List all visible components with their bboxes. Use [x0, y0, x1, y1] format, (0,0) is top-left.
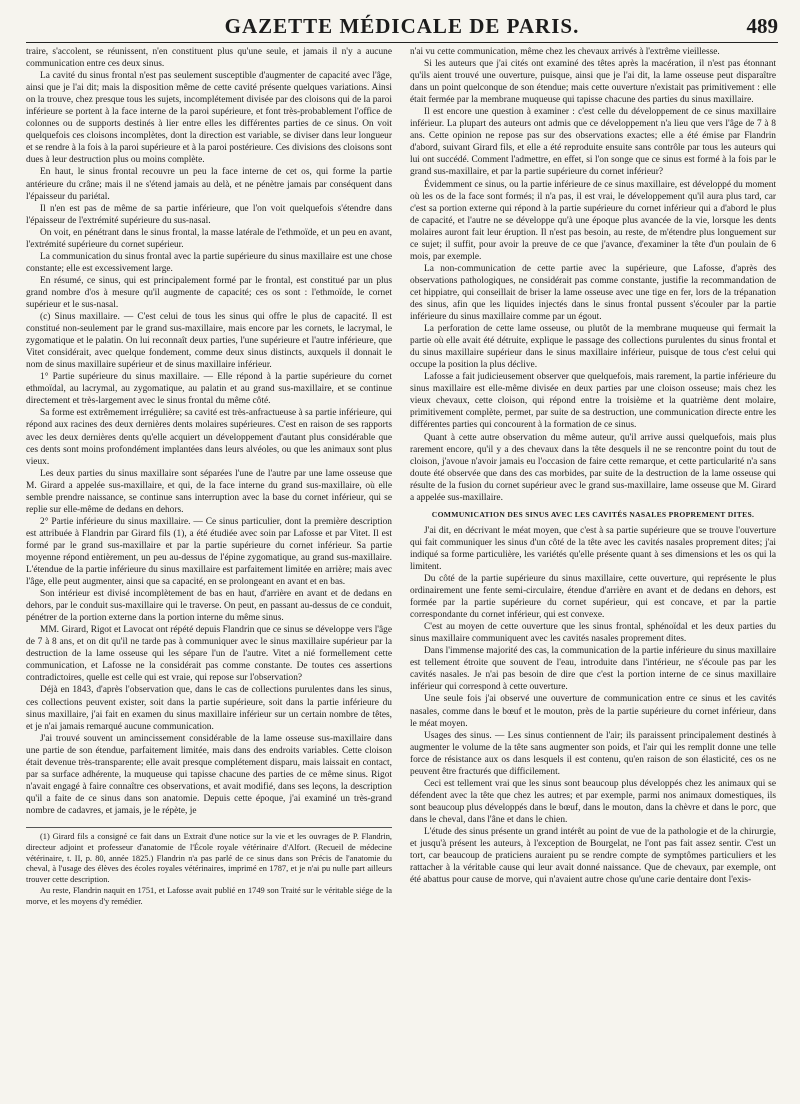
paragraph: J'ai trouvé souvent un amincissement considérable de la lame osseuse sus-maxillaire dans une partie de son étendue, parfaitement limitée, mais dans des endroits variables. Cette cloison était devenue très-transparente; elle avait presque complétement disparu, mais laissait en contact, par sa surface adhérente, la muqueuse qui tapisse chacune des parties de ce même sinus. Rigot n'avait engagé à faire connaître ces observations, et avait modifié, dans ses leçons, la description qu'il a faite de ce sinus dans son anatomie. Depuis cette époque, j'ai examiné un très-grand nombre de cadavres, et jamais, je le répète, je — [26, 733, 392, 816]
paragraph: traire, s'accolent, se réunissent, n'en constituent plus qu'une seule, et jamais il n'y a aucune communication entre ces deux sinus. — [26, 47, 392, 70]
paragraph: L'étude des sinus présente un grand intérêt au point de vue de la pathologie et de la chirurgie, et jusqu'à présent les auteurs, à l'exception de Bourgelat, ne l'ont pas fait assez sentir. C'est un tort, car beaucoup de praticiens auraient pu se rendre compte de symptômes particuliers et les rattacher à la véritable cause qui leur avait donné naissance. Que de chevaux, par exemple, ont été abattus pour cause de morve, qui n'avaient autre chose qu'une carie dentaire dont l'exis- — [410, 827, 776, 886]
paragraph: Usages des sinus. — Les sinus contiennent de l'air; ils paraissent principalement destinés à augmenter le volume de la tête sans augmenter son poids, et l'air qui les remplit donne une telle force de résistance aux os dans lesquels il est contenu, qu'en raison de son élasticité, ces os ne peuvent être fracturés que difficilement. — [410, 730, 776, 777]
paragraph: En résumé, ce sinus, qui est principalement formé par le frontal, est constitué par un plus grand nombre d'os à mesure qu'il augmente de capacité; ces os sont : l'ethmoïde, le cornet supérieur et le sus-nasal. — [26, 275, 392, 310]
paragraph: La non-communication de cette partie avec la supérieure, que Lafosse, d'après des observations pathologiques, ne considérait pas comme constante, justifie la recommandation de cet hippiatre, qui conseillait de briser la lame osseuse avec une tige en fer, lors de la trépanation des sinus, afin que les liquides injectés dans le sinus frontal pussent s'écouler par la partie inférieure du sinus maxillaire comme par un égout. — [410, 263, 776, 323]
paragraph: Une seule fois j'ai observé une ouverture de communication entre ce sinus et les cavités nasales, comme dans le bœuf et le mouton, près de la partie supérieure du cornet inférieur, dans le méat moyen. — [410, 694, 776, 729]
paragraph: Si les auteurs que j'ai cités ont examiné des têtes après la macération, il n'est pas étonnant qu'ils aient trouvé une ouverture, puisque, ainsi que je l'ai dit, la lame osseuse peut disparaître dans un point quelconque de son étendue; mais cette ouverture n'existait pas primitivement : elle était fermée par la membrane muqueuse qui tapisse chacune des parties du sinus maxillaire. — [410, 59, 776, 106]
paragraph: 2° Partie inférieure du sinus maxillaire. — Ce sinus particulier, dont la première description est attribuée à Flandrin par Girard fils (1), a été étudiée avec soin par Lafosse et par Vitet. Il est formé par le grand sus-maxillaire et par la partie supérieure du cornet inférieur. Sa partie moyenne répond entièrement, un peu au-dessus de l'épine zygomatique, au grand sus-maxillaire. L'étendue de la partie inférieure du sinus maxillaire est parfaitement limitée en arrière; mais avec l'âge, elle peut augmenter, ainsi que sa capacité, en se prolongeant en avant et en bas. — [26, 516, 392, 588]
paragraph: Déjà en 1843, d'après l'observation que, dans le cas de collections purulentes dans les sinus, ces collections peuvent exister, soit dans la partie supérieure, soit dans la partie inférieure du sinus maxillaire, j'ai fait en examen du sinus maxillaire inférieur sur un certain nombre de têtes, et je n'ai jamais remarqué aucune communication. — [26, 685, 392, 732]
section-heading: COMMUNICATION DES SINUS AVEC LES CAVITÉS NASALES PROPREMENT DITES. — [431, 509, 755, 519]
paragraph: Évidemment ce sinus, ou la partie inférieure de ce sinus maxillaire, est développé du moment où les os de la face sont formés; il n'a pas, il est vrai, le développement qu'il aura plus tard, car c'est sa portion externe qui répond à la partie supérieure du cornet inférieur qui a d'abord le plus de capacité, et l'autre ne se développe qu'à une époque plus avancée de la vie, lorsque les dents molaires auront fait leur éruption. Il n'est pas besoin, au reste, de m'étendre plus longuement sur ce sujet; il suffit, pour avoir la preuve de ce que j'avance, d'examiner la tête d'un poulain de 6 mois, par exemple. — [410, 179, 776, 262]
page-number: 489 — [746, 14, 778, 38]
paragraph: Son intérieur est divisé incomplètement de bas en haut, d'arrière en avant et de dedans en dehors, par le conduit sus-maxillaire qui le traverse. On peut, en passant au-dessus de ce conduit, pénétrer de la portion externe dans la portion interne du même sinus. — [26, 589, 392, 624]
paragraph: Quant à cette autre observation du même auteur, qu'il arrive aussi quelquefois, mais plus rarement encore, qu'il y a des chevaux dans la tête desquels il ne se rencontre point du tout de cloison, j'avoue n'avoir jamais eu l'occasion de faire cette remarque, et cette particularité n'a sans doute été observée que dans des cas morbides, par suite de la destruction de la lame osseuse qui résulte de la fusion du cornet supérieur avec le grand sus-maxillaire, lame osseuse que M. Girard a appelée sus-maxillaire. — [410, 432, 776, 503]
paragraph: MM. Girard, Rigot et Lavocat ont répété depuis Flandrin que ce sinus se développe vers l'âge de 7 à 8 ans, et on dit qu'il ne tarde pas à communiquer avec le sinus maxillaire supérieur par la destruction de la lame osseuse qui les sépare l'un de l'autre. Vitet a nié formellement cette communication, et Lafosse ne la considérait pas comme constante. De toutes ces assertions contradictoires, quelle est celle qui est vraie, qui repose sur l'observation? — [26, 625, 392, 684]
paragraph: (c) Sinus maxillaire. — C'est celui de tous les sinus qui offre le plus de capacité. Il est constitué non-seulement par le grand sus-maxillaire, mais encore par les cornets, le lacrymal, le zygomatique et le palatin. On lui reconnaît deux parties, l'une supérieure et l'autre inférieure, que Vitet considérait, avec quelque fondement, comme deux sinus distincts, auxquels il donnait le nom de sinus maxillaire supérieur et de sinus maxillaire inférieur. — [26, 312, 392, 371]
paragraph: Dans l'immense majorité des cas, la communication de la partie inférieure du sinus maxillaire est tellement étroite que souvent de l'eau, introduite dans l'intérieur, ne s'écoule pas par les cavités nasales. Je n'ai pas besoin de dire que c'est la portion interne de ce sinus maxillaire inférieur qui correspond à cette ouverture. — [410, 646, 776, 693]
paragraph: Les deux parties du sinus maxillaire sont séparées l'une de l'autre par une lame osseuse que M. Girard a appelée sus-maxillaire, et qui, de la face interne du grand sus-maxillaire, où elle semble prendre naissance, se continue sans interruption avec la base du cornet inférieur, qui se replie sur elle-même de dedans en dehors. — [26, 468, 392, 515]
running-head: GAZETTE MÉDICALE DE PARIS. — [224, 14, 580, 38]
footnote: (1) Girard fils a consigné ce fait dans un Extrait d'une notice sur la vie et les ouvrages de P. Flandrin, directeur adjoint et professeur d'anatomie de l'École royale vétérinaire d'Alfort. (Recueil de médecine vétérinaire, t. II, p. 80, année 1825.) Flandrin n'a pas parlé de ce sinus dans son Précis de l'anatomie du cheval, à l'usage des élèves des écoles royales vétérinaires, imprimé en 1787, et je n'ai pu nulle part ailleurs trouver cette description. — [26, 832, 392, 885]
paragraph: J'ai dit, en décrivant le méat moyen, que c'est à sa partie supérieure que se trouve l'ouverture qui fait communiquer les sinus d'un côté de la tête avec les cavités nasales proprement dites; j'ai indiqué sa forme particulière, les variétés qu'elle présente quant à ses dimensions et les os qui la limitent. — [410, 525, 776, 572]
paragraph: Sa forme est extrêmement irrégulière; sa cavité est très-anfractueuse à sa partie inférieure, qui répond aux racines des deux dernières dents molaires supérieures. C'est en raison de ses rapports avec les deux dernières dents qu'elle acquiert un développement d'autant plus considérable que ces dents sont moins profondément implantées dans leurs alvéoles, ou que les animaux sont plus vieux. — [26, 408, 392, 467]
paragraph: Ceci est tellement vrai que les sinus sont beaucoup plus développés chez les animaux qui se défendent avec la tête que chez les autres; et par exemple, parmi nos animaux domestiques, ils sont beaucoup plus développés dans le bœuf, dans le mouton, dans la chèvre et dans le porc, que dans le cheval, dans l'âne et dans le chien. — [410, 778, 776, 825]
footnote: Au reste, Flandrin naquit en 1751, et Lafosse avait publié en 1749 son Traité sur le véritable siége de la morve, et les moyens d'y remédier. — [26, 885, 392, 906]
paragraph: Il est encore une question à examiner : c'est celle du développement de ce sinus maxillaire inférieur. La plupart des auteurs ont admis que ce développement n'a lieu que vers l'âge de 7 à 8 ans. Cette opinion ne repose pas sur des observations exactes; elle a été émise par Flandrin d'abord, suivant Girard fils, et elle a été reproduite ensuite sans contrôle par tous les auteurs qui lui ont succédé. Comment l'admettre, en effet, si l'on songe que ce sinus est formé à la fois par le grand sus-maxillaire, et par la partie supérieure du cornet inférieur? — [410, 107, 776, 178]
footnotes — [26, 827, 392, 908]
paragraph: La perforation de cette lame osseuse, ou plutôt de la membrane muqueuse qui fermait la partie où elle avait été détruite, explique le passage des collections purulentes du sinus frontal et du sinus maxillaire supérieur dans le sinus maxillaire inférieur, puisque de tous c'est celui qui occupe la position la plus déclive. — [410, 324, 776, 371]
paragraph: 1° Partie supérieure du sinus maxillaire. — Elle répond à la partie supérieure du cornet ethmoïdal, au lacrymal, au zygomatique, au palatin et au grand sus-maxillaire, et se continue directement et très-largement avec le sinus frontal du même côté. — [26, 372, 392, 407]
page-header — [26, 12, 778, 43]
paragraph: Du côté de la partie supérieure du sinus maxillaire, cette ouverture, qui représente le plus ordinairement une fente semi-circulaire, étendue d'arrière en avant et de dedans en dehors, est formée par la partie supérieure du cornet supérieur, qui est concave, et par la partie correspondante du cornet inférieur, qui est convexe. — [410, 574, 776, 621]
paragraph: Il n'en est pas de même de sa partie inférieure, que l'on voit quelquefois s'étendre dans l'épaisseur de l'extrémité supérieure du sus-nasal. — [26, 203, 392, 226]
paragraph: En haut, le sinus frontal recouvre un peu la face interne de cet os, qui forme la partie antérieure du crâne; mais il ne s'étend jamais au delà, et ne pénètre jamais par conséquent dans l'épaisseur du pariétal. — [26, 167, 392, 202]
right-column — [410, 46, 776, 1096]
paragraph: La cavité du sinus frontal n'est pas seulement susceptible d'augmenter de capacité avec l'âge, ainsi que je l'ai dit; mais la disposition même de cette cavité présente quelques variations. Ainsi on la trouve, chez presque tous les sujets, incomplétement divisée par des cloisons qui de la paroi inférieure se portent à la face interne de la paroi supérieure, et font très-probablement l'office de colonnes ou de supports destinés à lier entre elles les différentes parties de ce sinus. On voit quelquefois ces cloisons incomplètes, dont la direction est variable, se diviser dans leur longueur et se rendre à la fois à la paroi supérieure et à la paroi postérieure. Ces divisions des cloisons sont dues à leur destruction plus ou moins complète. — [26, 71, 392, 166]
paragraph: C'est au moyen de cette ouverture que les sinus frontal, sphénoïdal et les deux parties du sinus maxillaire communiquent avec les cavités nasales proprement dites. — [410, 622, 776, 645]
left-column — [26, 46, 392, 1096]
paragraph: Lafosse a fait judicieusement observer que quelquefois, mais rarement, la partie inférieure du sinus maxillaire est elle-même divisée en deux parties par une cloison osseuse; mais chez les vieux chevaux, cette cloison, qui répond entre la troisième et la quatrième dent molaire, primitivement complète, permet, par suite de sa destruction, une communication directe entre les différentes parties qui concourent à la formation de ce sinus. — [410, 372, 776, 431]
paragraph: On voit, en pénétrant dans le sinus frontal, la masse latérale de l'ethmoïde, et un peu en avant, l'extrémité supérieure du cornet supérieur. — [26, 227, 392, 250]
paragraph: La communication du sinus frontal avec la partie supérieure du sinus maxillaire est une chose constante; elle est excessivement large. — [26, 251, 392, 274]
paragraph: n'ai vu cette communication, même chez les chevaux arrivés à l'extrême vieillesse. — [410, 47, 720, 57]
